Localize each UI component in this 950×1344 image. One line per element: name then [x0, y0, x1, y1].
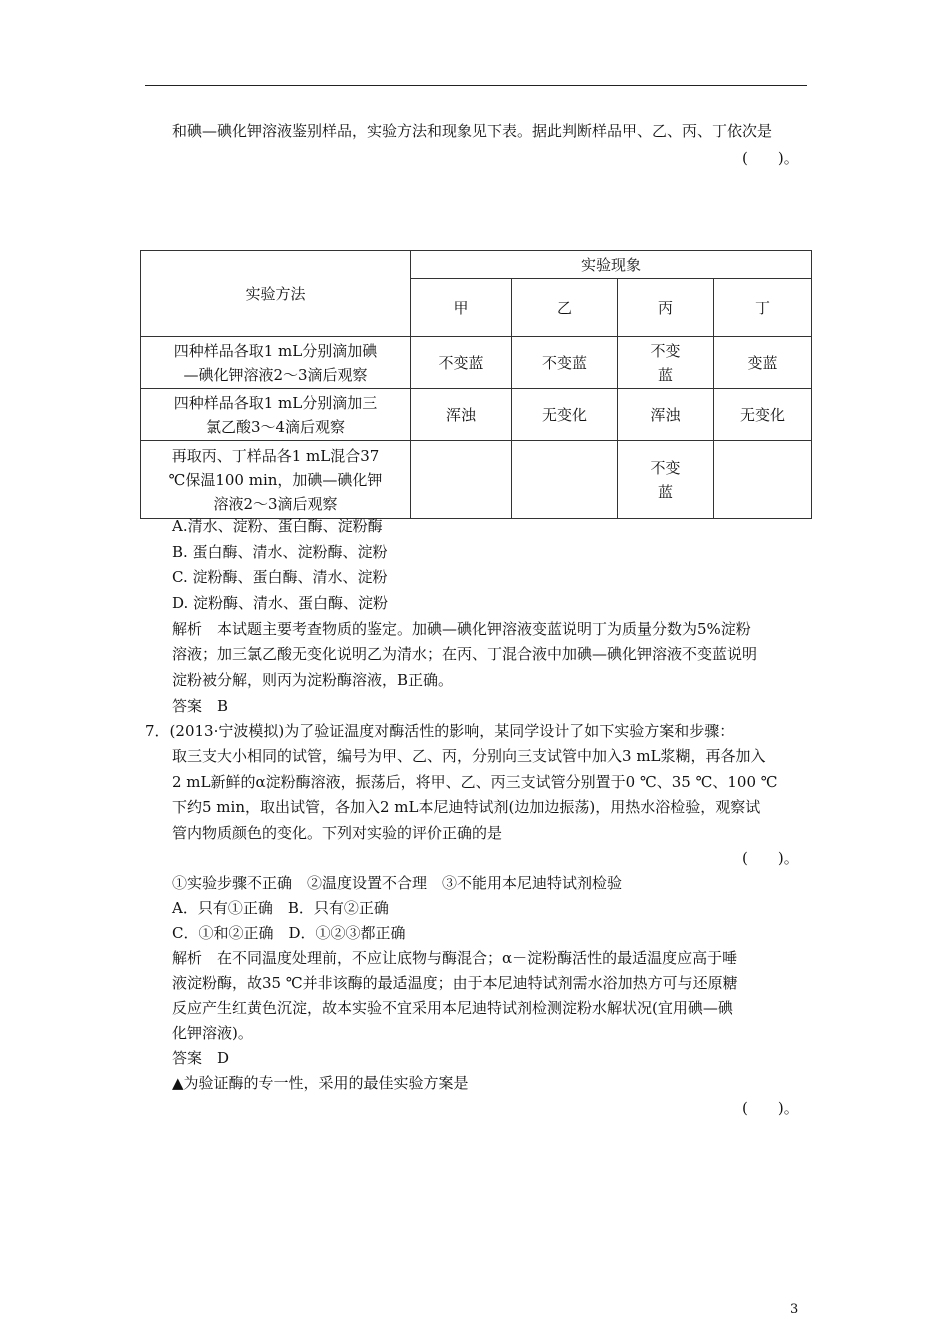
option-c: C. 淀粉酶、蛋白酶、清水、淀粉	[172, 568, 388, 586]
sample-header: 甲	[411, 279, 512, 337]
intro-answer-blank: ( )。	[742, 149, 799, 167]
method-text: ℃保温100 min，加碘—碘化钾	[168, 470, 383, 489]
result-text: 蓝	[657, 365, 673, 384]
analysis-line: 解析 在不同温度处理前，不应让底物与酶混合；α－淀粉酶活性的最适温度应高于唾	[172, 949, 738, 967]
q7-options: C．①和②正确 D．①②③都正确	[172, 924, 406, 942]
result-text: 变蓝	[747, 353, 778, 372]
result-cell	[618, 441, 714, 519]
option-d: D. 淀粉酶、清水、蛋白酶、淀粉	[172, 594, 389, 612]
answer-line: 答案 D	[172, 1049, 230, 1067]
result-cell	[512, 441, 618, 519]
result-cell	[714, 389, 812, 441]
result-text: 不变蓝	[438, 353, 484, 372]
q8-answer-blank: ( )。	[742, 1099, 799, 1117]
question-7-stem: 2 mL新鲜的α淀粉酶溶液，振荡后，将甲、乙、丙三支试管分别置于0 ℃、35 ℃、100 ℃	[172, 773, 778, 791]
question-7-stem: 下约5 min，取出试管，各加入2 mL本尼迪特试剂(边加边振荡)，用热水浴检验，观察试	[172, 798, 761, 816]
header-rule	[145, 85, 807, 86]
table-row	[141, 441, 812, 519]
sample-header: 丙	[618, 279, 714, 337]
result-cell	[618, 337, 714, 389]
question-7-stem: 管内物质颜色的变化。下列对实验的评价正确的是	[172, 824, 503, 842]
question-7-stem: 7．(2013·宁波模拟)为了验证温度对酶活性的影响，某同学设计了如下实验方案和步骤：	[145, 722, 735, 740]
table-row	[141, 337, 812, 389]
result-cell	[512, 337, 618, 389]
header-method: 实验方法	[141, 251, 411, 337]
result-text: 浑浊	[650, 405, 681, 424]
method-text: 再取丙、丁样品各1 mL混合37	[171, 446, 380, 465]
question-8-stem: ▲为验证酶的专一性，采用的最佳实验方案是	[172, 1074, 469, 1092]
q7-statements: ①实验步骤不正确 ②温度设置不合理 ③不能用本尼迪特试剂检验	[172, 874, 623, 892]
q7-options: A．只有①正确 B．只有②正确	[172, 899, 389, 917]
result-cell	[411, 441, 512, 519]
result-cell	[714, 441, 812, 519]
analysis-line: 淀粉被分解，则丙为淀粉酶溶液，B正确。	[172, 671, 454, 689]
intro-line: 和碘—碘化钾溶液鉴别样品，实验方法和现象见下表。据此判断样品甲、乙、丙、丁依次是	[172, 122, 773, 140]
method-text: 四种样品各取1 mL分别滴加三	[173, 393, 378, 412]
answer-line: 答案 B	[172, 697, 229, 715]
analysis-line: 解析 本试题主要考查物质的鉴定。加碘—碘化钾溶液变蓝说明丁为质量分数为5%淀粉	[172, 620, 751, 638]
method-cell	[141, 337, 411, 389]
method-cell	[141, 389, 411, 441]
method-text: 溶液2～3滴后观察	[213, 494, 338, 513]
result-text: 不变	[650, 341, 681, 360]
result-text: 无变化	[541, 405, 587, 424]
result-text: 蓝	[657, 482, 673, 501]
result-text: 不变	[650, 458, 681, 477]
method-text: —碘化钾溶液2～3滴后观察	[183, 365, 368, 384]
result-cell	[714, 337, 812, 389]
analysis-line: 液淀粉酶，故35 ℃并非该酶的最适温度；由于本尼迪特试剂需水浴加热方可与还原糖	[172, 974, 738, 992]
question-7-stem: 取三支大小相同的试管，编号为甲、乙、丙，分别向三支试管中加入3 mL浆糊，再各加入	[172, 747, 766, 765]
option-b: B. 蛋白酶、清水、淀粉酶、淀粉	[172, 543, 388, 561]
result-cell	[618, 389, 714, 441]
option-a: A.清水、淀粉、蛋白酶、淀粉酶	[172, 517, 383, 535]
method-text: 氯乙酸3～4滴后观察	[205, 417, 346, 436]
q7-answer-blank: ( )。	[742, 849, 799, 867]
result-text: 不变蓝	[541, 353, 587, 372]
table-row	[141, 389, 812, 441]
result-cell	[512, 389, 618, 441]
result-cell	[411, 337, 512, 389]
page-number: 3	[790, 1302, 799, 1317]
result-text: 浑浊	[445, 405, 476, 424]
analysis-line: 化钾溶液)。	[172, 1024, 253, 1042]
result-cell	[411, 389, 512, 441]
result-text: 无变化	[740, 405, 786, 424]
analysis-line: 溶液；加三氯乙酸无变化说明乙为清水；在丙、丁混合液中加碘—碘化钾溶液不变蓝说明	[172, 645, 758, 663]
method-text: 四种样品各取1 mL分别滴加碘	[173, 341, 378, 360]
header-phenomenon: 实验现象	[411, 251, 812, 279]
analysis-line: 反应产生红黄色沉淀，故本实验不宜采用本尼迪特试剂检测淀粉水解状况(宜用碘—碘	[172, 999, 733, 1017]
sample-header: 乙	[512, 279, 618, 337]
method-cell	[141, 441, 411, 519]
experiment-table	[140, 250, 812, 519]
sample-header: 丁	[714, 279, 812, 337]
